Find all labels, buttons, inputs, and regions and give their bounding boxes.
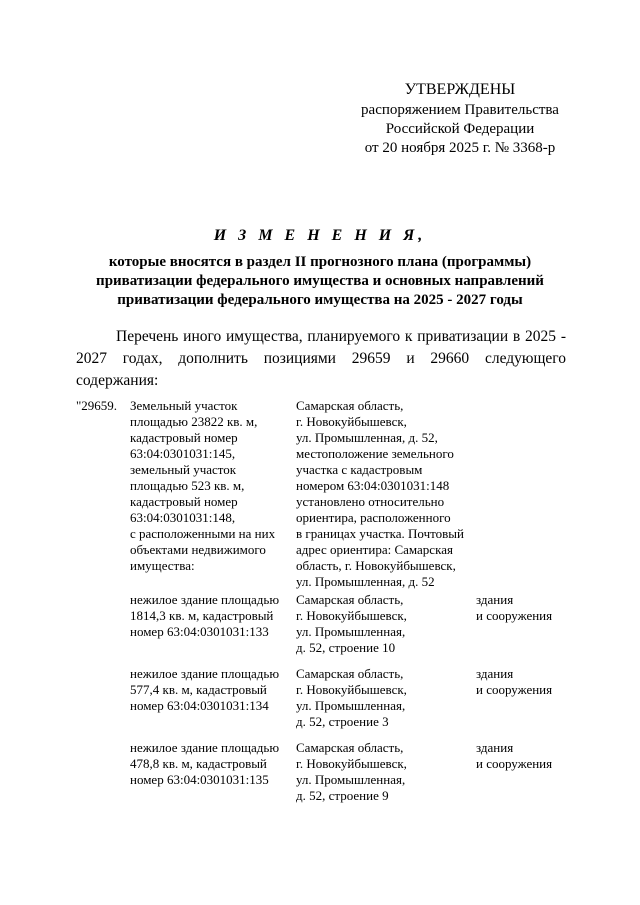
address-line: г. Новокуйбышевск, — [296, 608, 407, 623]
approval-heading: УТВЕРЖДЕНЫ — [404, 81, 516, 98]
address-line: установлено относительно — [296, 494, 445, 509]
object-line: площадью 23822 кв. м, — [130, 414, 258, 429]
title-block — [60, 226, 580, 310]
object-line: номер 63:04:0301031:134 — [130, 698, 269, 713]
address-line: в границах участка. Почтовый — [296, 526, 464, 541]
object-line: с расположенными на них — [130, 526, 276, 541]
entry-object — [130, 592, 290, 640]
object-line: 1814,3 кв. м, кадастровый — [130, 608, 274, 623]
address-line: Самарская область, — [296, 666, 404, 681]
type-line: и сооружения — [476, 682, 553, 697]
entry-type — [476, 666, 576, 698]
address-line: д. 52, строение 3 — [296, 714, 389, 729]
entry-address — [296, 666, 472, 730]
type-line: здания — [476, 666, 514, 681]
intro-paragraph: Перечень иного имущества, планируемого к приватизации в 2025 - 2027 годах, дополнить позициями 29659 и 29660 следующего содержания: — [76, 328, 566, 389]
address-line: ул. Промышленная, д. 52, — [296, 430, 438, 445]
entry-address — [296, 398, 472, 590]
object-line: номер 63:04:0301031:133 — [130, 624, 269, 639]
type-line: и сооружения — [476, 608, 553, 623]
entry-object — [130, 398, 290, 574]
title-line: приватизации федерального имущества на 2025 - 2027 годы — [117, 292, 523, 308]
entry-address — [296, 592, 472, 656]
object-line: имущества: — [130, 558, 195, 573]
address-line: адрес ориентира: Самарская — [296, 542, 453, 557]
address-line: ул. Промышленная, — [296, 698, 406, 713]
address-line: г. Новокуйбышевск, — [296, 414, 407, 429]
title-line: приватизации федерального имущества и основных направлений — [96, 273, 544, 289]
address-line: Самарская область, — [296, 592, 404, 607]
object-line: 478,8 кв. м, кадастровый — [130, 756, 267, 771]
entry-type — [476, 592, 576, 624]
entry-number: "29659. — [76, 398, 118, 413]
object-line: кадастровый номер — [130, 430, 238, 445]
approval-line: Российской Федерации — [385, 121, 535, 137]
address-line: г. Новокуйбышевск, — [296, 756, 407, 771]
approval-line: распоряжением Правительства — [361, 102, 559, 118]
object-line: площадью 523 кв. м, — [130, 478, 245, 493]
object-line: кадастровый номер — [130, 494, 238, 509]
entry-address — [296, 740, 472, 804]
address-line: область, г. Новокуйбышевск, — [296, 558, 456, 573]
address-line: ул. Промышленная, — [296, 624, 406, 639]
address-line: Самарская область, — [296, 740, 404, 755]
approval-block — [340, 80, 580, 158]
address-line: Самарская область, — [296, 398, 404, 413]
address-line: номером 63:04:0301031:148 — [296, 478, 450, 493]
object-line: объектами недвижимого — [130, 542, 266, 557]
object-line: Земельный участок — [130, 398, 238, 413]
object-line: нежилое здание площадью — [130, 740, 280, 755]
type-line: и сооружения — [476, 756, 553, 771]
address-line: д. 52, строение 10 — [296, 640, 396, 655]
address-line: участка с кадастровым — [296, 462, 423, 477]
object-line: 577,4 кв. м, кадастровый — [130, 682, 267, 697]
address-line: г. Новокуйбышевск, — [296, 682, 407, 697]
document-title: И З М Е Н Е Н И Я, — [213, 227, 427, 244]
object-line: 63:04:0301031:148, — [130, 510, 236, 525]
address-line: ул. Промышленная, д. 52 — [296, 574, 435, 589]
address-line: местоположение земельного — [296, 446, 454, 461]
entry-object — [130, 666, 290, 714]
object-line: номер 63:04:0301031:135 — [130, 772, 269, 787]
entry-type — [476, 740, 576, 772]
object-line: земельный участок — [130, 462, 237, 477]
approval-line: от 20 ноября 2025 г. № 3368-р — [364, 140, 556, 156]
type-line: здания — [476, 740, 514, 755]
title-line: которые вносятся в раздел II прогнозного плана (программы) — [108, 254, 532, 270]
address-line: ориентира, расположенного — [296, 510, 451, 525]
object-line: нежилое здание площадью — [130, 592, 280, 607]
address-line: д. 52, строение 9 — [296, 788, 389, 803]
type-line: здания — [476, 592, 514, 607]
object-line: нежилое здание площадью — [130, 666, 280, 681]
object-line: 63:04:0301031:145, — [130, 446, 236, 461]
entry-object — [130, 740, 290, 788]
address-line: ул. Промышленная, — [296, 772, 406, 787]
